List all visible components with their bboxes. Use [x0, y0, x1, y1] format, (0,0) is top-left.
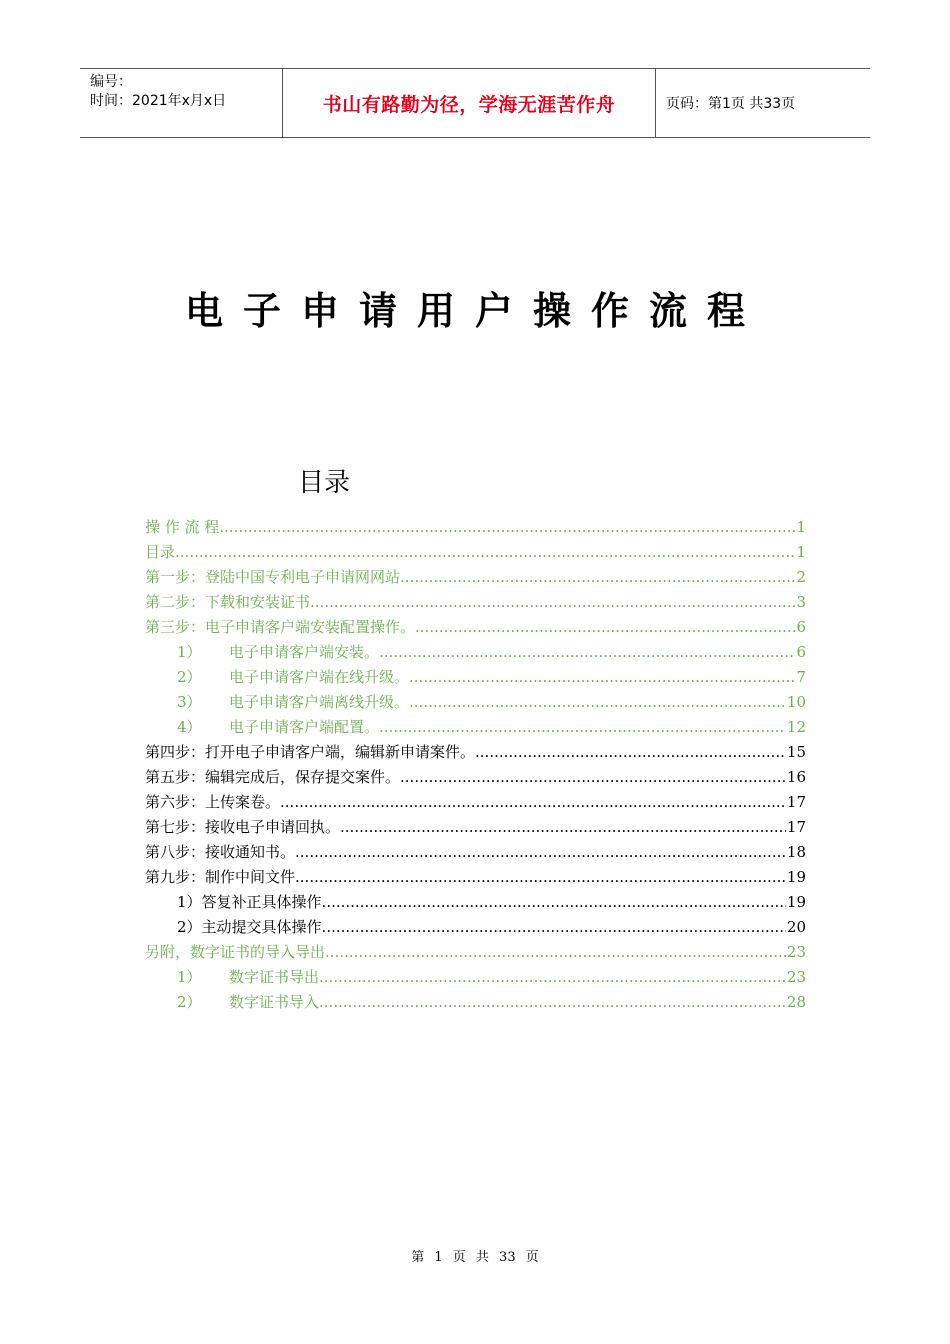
toc-entry[interactable]: [145, 840, 806, 865]
toc-entry-page: 17: [786, 818, 806, 836]
header-page-info: 页码：第1页 共33页: [666, 96, 796, 112]
toc-entry-number: 2）: [177, 668, 202, 686]
toc-leader-dots: [340, 815, 786, 840]
toc-entry-label: [145, 640, 379, 665]
toc-entry-text: 目录: [145, 543, 176, 561]
toc-entry[interactable]: [145, 565, 806, 590]
toc-entry[interactable]: [145, 765, 806, 790]
toc-entry-number: 2）: [177, 993, 202, 1011]
toc-leader-dots: [415, 615, 795, 640]
toc-entry-label: [145, 665, 409, 690]
toc-entry[interactable]: [145, 515, 806, 540]
toc-entry-page: 23: [786, 943, 806, 961]
toc-entry-text: 第二步：下载和安装证书: [145, 593, 311, 611]
toc-entry[interactable]: [145, 715, 806, 740]
toc-entry-page: 2: [796, 568, 806, 586]
header-time-label: 时间：2021年x月x日: [90, 93, 227, 109]
toc-entry-text: 第九步：制作中间文件: [145, 868, 296, 886]
toc-leader-dots: [322, 890, 786, 915]
toc-leader-dots: [280, 790, 786, 815]
toc-entry-text: 第八步：接收通知书。: [145, 843, 296, 861]
toc-entry-text: 另附，数字证书的导入导出: [145, 943, 326, 961]
toc-leader-dots: [319, 990, 786, 1015]
toc-leader-dots: [219, 515, 795, 540]
toc-entry-text: 电子申请客户端离线升级。: [229, 693, 410, 711]
toc-entry-page: 23: [786, 968, 806, 986]
toc-entry-page: 6: [796, 643, 806, 661]
toc-entry-label: [145, 865, 295, 890]
toc-entry-label: [145, 890, 322, 915]
toc-entry-label: [145, 915, 322, 940]
toc-entry-label: [145, 815, 340, 840]
toc-entry-label: [145, 765, 400, 790]
toc-leader-dots: [400, 765, 786, 790]
toc-entry-label: [145, 715, 379, 740]
toc-entry-label: [145, 515, 219, 540]
toc-entry-text: 电子申请客户端安装。: [229, 643, 380, 661]
toc-entry[interactable]: [145, 915, 806, 940]
document-header: [80, 68, 870, 138]
toc-leader-dots: [295, 840, 786, 865]
toc-entry-page: 19: [786, 893, 806, 911]
toc-leader-dots: [379, 640, 795, 665]
toc-entry-label: [145, 690, 409, 715]
toc-entry[interactable]: [145, 640, 806, 665]
toc-leader-dots: [175, 540, 795, 565]
toc-entry-page: 20: [786, 918, 806, 936]
toc-entry-page: 12: [786, 718, 806, 736]
toc-entry-text: 2）主动提交具体操作: [177, 918, 322, 936]
toc-entry[interactable]: [145, 590, 806, 615]
toc-entry[interactable]: [145, 890, 806, 915]
toc-entry-number: 3）: [177, 693, 202, 711]
toc-entry-page: 19: [786, 868, 806, 886]
toc-entry-label: [145, 940, 325, 965]
toc-entry-label: [145, 615, 415, 640]
toc-leader-dots: [409, 690, 786, 715]
toc-entry-page: 16: [786, 768, 806, 786]
toc-entry-page: 3: [796, 593, 806, 611]
toc-entry-text: 第五步：编辑完成后，保存提交案件。: [145, 768, 401, 786]
toc-entry[interactable]: [145, 990, 806, 1015]
toc-entry-page: 10: [786, 693, 806, 711]
toc-entry-page: 7: [796, 668, 806, 686]
toc-leader-dots: [322, 915, 786, 940]
page-footer: 第 1 页 共 33 页: [411, 1250, 539, 1265]
toc-entry-text: 电子申请客户端配置。: [229, 718, 380, 736]
toc-entry-number: 4）: [177, 718, 202, 736]
toc-entry-page: 1: [796, 543, 806, 561]
toc-entry-label: [145, 790, 280, 815]
toc-entry-number: 1）: [177, 968, 202, 986]
toc-leader-dots: [475, 740, 786, 765]
toc-entry-text: 第七步：接收电子申请回执。: [145, 818, 341, 836]
toc-leader-dots: [400, 565, 795, 590]
toc-entry[interactable]: [145, 815, 806, 840]
toc-entry-number: 1）: [177, 643, 202, 661]
toc-entry-text: 电子申请客户端在线升级。: [229, 668, 410, 686]
table-of-contents: [145, 515, 806, 1015]
toc-entry-label: [145, 965, 319, 990]
toc-entry-label: [145, 740, 475, 765]
toc-entry-label: [145, 565, 400, 590]
toc-entry-page: 1: [796, 518, 806, 536]
toc-entry[interactable]: [145, 665, 806, 690]
toc-leader-dots: [319, 965, 786, 990]
toc-entry-text: 1）答复补正具体操作: [177, 893, 322, 911]
toc-heading: 目录: [298, 468, 351, 498]
toc-entry[interactable]: [145, 790, 806, 815]
toc-entry[interactable]: [145, 540, 806, 565]
toc-entry[interactable]: [145, 615, 806, 640]
toc-entry-label: [145, 840, 295, 865]
toc-leader-dots: [325, 940, 786, 965]
toc-entry-text: 第一步：登陆中国专利电子申请网网站: [145, 568, 401, 586]
toc-leader-dots: [379, 715, 786, 740]
toc-entry[interactable]: [145, 740, 806, 765]
toc-entry-text: 第三步：电子申请客户端安装配置操作。: [145, 618, 416, 636]
toc-entry[interactable]: [145, 965, 806, 990]
toc-entry-text: 第四步：打开电子申请客户端，编辑新申请案件。: [145, 743, 476, 761]
toc-leader-dots: [295, 865, 786, 890]
toc-entry-page: 28: [786, 993, 806, 1011]
toc-entry[interactable]: [145, 690, 806, 715]
toc-leader-dots: [310, 590, 795, 615]
toc-entry-label: [145, 990, 319, 1015]
toc-entry-label: [145, 590, 310, 615]
header-meta: [80, 69, 282, 137]
toc-entry-page: 18: [786, 843, 806, 861]
toc-entry-label: [145, 540, 175, 565]
toc-entry-page: 15: [786, 743, 806, 761]
header-id-label: 编号：: [90, 74, 132, 90]
header-motto: 书山有路勤为径，学海无涯苦作舟: [282, 69, 656, 137]
toc-entry-text: 操 作 流 程: [145, 518, 220, 536]
document-title: 电子申请用户操作流程: [184, 289, 765, 333]
toc-entry[interactable]: [145, 865, 806, 890]
toc-entry-text: 第六步：上传案卷。: [145, 793, 281, 811]
toc-leader-dots: [409, 665, 795, 690]
toc-entry-page: 6: [796, 618, 806, 636]
toc-entry-text: 数字证书导入: [229, 993, 320, 1011]
toc-entry[interactable]: [145, 940, 806, 965]
toc-entry-page: 17: [786, 793, 806, 811]
toc-entry-text: 数字证书导出: [229, 968, 320, 986]
